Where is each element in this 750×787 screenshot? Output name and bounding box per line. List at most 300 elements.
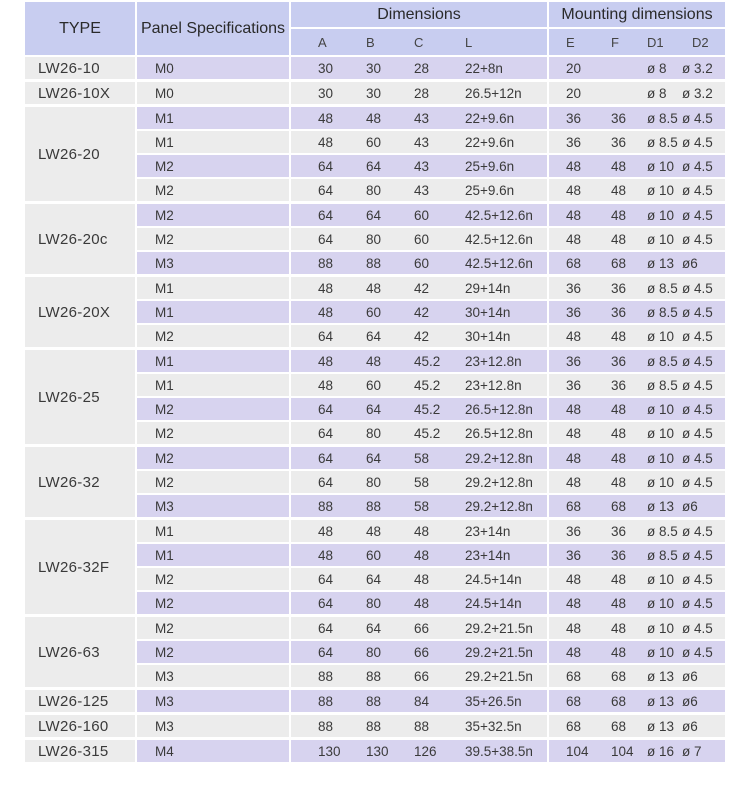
subheader-d2: D2 [692,35,709,50]
cell-c: 43 [414,159,430,174]
cell-a: 64 [318,475,334,490]
table-row [137,398,725,420]
cell-d1: ø 13 [647,499,675,514]
cell-e: 68 [566,256,582,271]
cell-c: 43 [414,135,430,150]
cell-e: 36 [566,305,582,320]
cell-d1: ø 13 [647,669,675,684]
cell-a: 48 [318,548,334,563]
row-segment [137,447,289,469]
row-segment [137,204,289,226]
table-row [137,592,725,614]
cell-e: 48 [566,426,582,441]
table-row [137,350,725,372]
row-segment [291,228,547,250]
cell-d2: ø 4.5 [682,645,713,660]
cell-e: 48 [566,208,582,223]
cell-a: 64 [318,329,334,344]
row-segment [549,617,725,639]
cell-l: 29.2+21.5n [465,645,533,660]
type-cell: LW26-10X [25,82,135,104]
row-segment [549,715,725,737]
cell-e: 36 [566,378,582,393]
cell-l: 22+9.6n [465,111,515,126]
cell-spec: M1 [155,354,174,369]
cell-b: 80 [366,426,382,441]
cell-d1: ø 10 [647,596,675,611]
cell-a: 88 [318,719,334,734]
cell-spec: M3 [155,499,174,514]
row-segment [291,690,547,712]
cell-e: 48 [566,596,582,611]
row-segment [549,57,725,79]
cell-d1: ø 8.5 [647,111,678,126]
row-segment [137,740,289,762]
cell-f: 68 [611,669,627,684]
row-segment [291,131,547,153]
cell-c: 45.2 [414,426,441,441]
cell-d2: ø 4.5 [682,354,713,369]
cell-d1: ø 8 [647,61,667,76]
type-cell: LW26-10 [25,57,135,79]
cell-d1: ø 16 [647,744,675,759]
cell-d1: ø 8.5 [647,548,678,563]
cell-f: 48 [611,159,627,174]
cell-a: 48 [318,281,334,296]
row-segment [291,398,547,420]
row-segment [291,617,547,639]
table-row [137,617,725,639]
cell-c: 48 [414,524,430,539]
cell-l: 39.5+38.5n [465,744,533,759]
cell-d2: ø6 [682,499,698,514]
cell-a: 48 [318,378,334,393]
row-segment [137,715,289,737]
cell-b: 64 [366,208,382,223]
cell-c: 66 [414,621,430,636]
cell-l: 25+9.6n [465,159,515,174]
cell-l: 29.2+12.8n [465,475,533,490]
cell-e: 68 [566,499,582,514]
cell-l: 35+32.5n [465,719,522,734]
row-segment [549,325,725,347]
cell-d2: ø 4.5 [682,451,713,466]
cell-e: 36 [566,281,582,296]
cell-e: 36 [566,548,582,563]
cell-d2: ø 3.2 [682,86,713,101]
cell-c: 48 [414,596,430,611]
cell-l: 23+12.8n [465,378,522,393]
cell-l: 23+14n [465,548,511,563]
table-row [137,520,725,542]
cell-d1: ø 13 [647,719,675,734]
cell-l: 23+12.8n [465,354,522,369]
subheader-dimensions [291,29,547,55]
cell-e: 36 [566,354,582,369]
cell-f: 48 [611,426,627,441]
cell-d2: ø 4.5 [682,183,713,198]
table-row [137,155,725,177]
header-mounting-dimensions: Mounting dimensions [549,2,725,27]
row-segment [291,277,547,299]
cell-spec: M2 [155,451,174,466]
cell-f: 48 [611,402,627,417]
row-segment [549,422,725,444]
cell-b: 130 [366,744,389,759]
row-segment [549,398,725,420]
row-segment [291,495,547,517]
cell-f: 36 [611,111,627,126]
cell-b: 60 [366,305,382,320]
cell-b: 88 [366,256,382,271]
row-segment [137,665,289,687]
row-segment [137,155,289,177]
cell-a: 64 [318,232,334,247]
type-cell: LW26-125 [25,690,135,712]
cell-spec: M2 [155,596,174,611]
row-segment [549,107,725,129]
table-row [137,641,725,663]
row-segment [137,252,289,274]
cell-f: 48 [611,572,627,587]
row-segment [291,520,547,542]
subheader-e: E [566,35,575,50]
type-cell: LW26-32F [25,520,135,614]
row-segment [291,82,547,104]
row-segment [137,301,289,323]
cell-d1: ø 10 [647,426,675,441]
cell-c: 48 [414,548,430,563]
table-row [137,422,725,444]
table-row [137,715,725,737]
table-row [137,82,725,104]
cell-spec: M3 [155,694,174,709]
cell-f: 104 [611,744,634,759]
cell-c: 42 [414,329,430,344]
cell-d2: ø 4.5 [682,524,713,539]
cell-d1: ø 10 [647,402,675,417]
row-segment [137,617,289,639]
cell-b: 64 [366,159,382,174]
cell-c: 42 [414,305,430,320]
cell-c: 60 [414,256,430,271]
cell-e: 36 [566,135,582,150]
type-cell: LW26-20c [25,204,135,274]
row-segment [137,107,289,129]
cell-e: 68 [566,694,582,709]
cell-c: 28 [414,61,430,76]
cell-e: 48 [566,402,582,417]
cell-d2: ø 4.5 [682,135,713,150]
cell-spec: M3 [155,719,174,734]
row-segment [137,277,289,299]
cell-c: 60 [414,232,430,247]
cell-b: 64 [366,451,382,466]
row-segment [549,641,725,663]
cell-a: 64 [318,159,334,174]
row-segment [137,325,289,347]
row-segment [549,447,725,469]
cell-d1: ø 8.5 [647,305,678,320]
row-segment [291,325,547,347]
cell-e: 68 [566,669,582,684]
cell-spec: M1 [155,111,174,126]
cell-c: 45.2 [414,354,441,369]
cell-b: 30 [366,61,382,76]
table-row [137,325,725,347]
row-segment [549,544,725,566]
cell-d2: ø 4.5 [682,281,713,296]
cell-spec: M0 [155,61,174,76]
cell-l: 29.2+21.5n [465,621,533,636]
cell-a: 64 [318,426,334,441]
cell-c: 66 [414,669,430,684]
table-row [137,252,725,274]
table-row [137,228,725,250]
row-segment [291,592,547,614]
cell-spec: M1 [155,378,174,393]
cell-f: 68 [611,499,627,514]
table-row [137,471,725,493]
cell-f: 68 [611,719,627,734]
cell-spec: M2 [155,183,174,198]
row-segment [291,740,547,762]
cell-f: 48 [611,596,627,611]
cell-c: 66 [414,645,430,660]
row-segment [549,690,725,712]
cell-a: 64 [318,402,334,417]
row-segment [137,131,289,153]
cell-f: 36 [611,524,627,539]
cell-b: 88 [366,719,382,734]
cell-b: 48 [366,281,382,296]
header-type: TYPE [25,2,135,55]
cell-d2: ø 4.5 [682,596,713,611]
cell-spec: M1 [155,305,174,320]
row-segment [137,57,289,79]
cell-b: 88 [366,499,382,514]
row-segment [549,228,725,250]
cell-c: 43 [414,111,430,126]
cell-b: 88 [366,694,382,709]
type-cell: LW26-20X [25,277,135,347]
cell-d1: ø 13 [647,694,675,709]
cell-b: 80 [366,232,382,247]
cell-e: 68 [566,719,582,734]
cell-d2: ø 4.5 [682,378,713,393]
cell-spec: M3 [155,256,174,271]
row-segment [549,277,725,299]
cell-f: 36 [611,281,627,296]
cell-e: 48 [566,475,582,490]
cell-e: 48 [566,645,582,660]
table-row [137,374,725,396]
table-row [137,665,725,687]
cell-a: 130 [318,744,341,759]
cell-b: 80 [366,596,382,611]
cell-e: 104 [566,744,589,759]
table-row [137,568,725,590]
cell-l: 42.5+12.6n [465,208,533,223]
cell-c: 45.2 [414,402,441,417]
row-segment [137,398,289,420]
cell-l: 24.5+14n [465,596,522,611]
row-segment [291,641,547,663]
cell-a: 88 [318,499,334,514]
subheader-mounting [549,29,725,55]
cell-d2: ø 4.5 [682,305,713,320]
cell-d2: ø 4.5 [682,111,713,126]
row-segment [549,592,725,614]
cell-c: 48 [414,572,430,587]
cell-b: 64 [366,402,382,417]
cell-l: 25+9.6n [465,183,515,198]
cell-e: 48 [566,183,582,198]
row-segment [137,228,289,250]
cell-d2: ø 4.5 [682,426,713,441]
cell-l: 29.2+21.5n [465,669,533,684]
table-row [137,495,725,517]
cell-d1: ø 10 [647,645,675,660]
row-segment [137,374,289,396]
cell-c: 42 [414,281,430,296]
cell-f: 36 [611,135,627,150]
row-segment [291,179,547,201]
cell-spec: M1 [155,524,174,539]
cell-d2: ø 4.5 [682,208,713,223]
cell-spec: M2 [155,645,174,660]
row-segment [137,495,289,517]
cell-spec: M2 [155,232,174,247]
cell-f: 48 [611,329,627,344]
cell-a: 88 [318,694,334,709]
cell-d2: ø 7 [682,744,702,759]
cell-c: 28 [414,86,430,101]
cell-l: 22+8n [465,61,503,76]
cell-a: 30 [318,61,334,76]
cell-f: 68 [611,256,627,271]
row-segment [549,252,725,274]
cell-b: 30 [366,86,382,101]
row-segment [291,204,547,226]
cell-d2: ø6 [682,719,698,734]
cell-d2: ø6 [682,256,698,271]
row-segment [137,350,289,372]
cell-d1: ø 8.5 [647,524,678,539]
table-row [137,57,725,79]
cell-e: 48 [566,329,582,344]
cell-d2: ø6 [682,694,698,709]
cell-spec: M2 [155,572,174,587]
cell-d1: ø 10 [647,329,675,344]
cell-d2: ø 4.5 [682,572,713,587]
cell-d1: ø 13 [647,256,675,271]
subheader-c: C [414,35,424,50]
cell-spec: M1 [155,548,174,563]
cell-l: 24.5+14n [465,572,522,587]
row-segment [137,544,289,566]
cell-spec: M2 [155,208,174,223]
cell-d2: ø6 [682,669,698,684]
cell-b: 60 [366,548,382,563]
subheader-a: A [318,35,327,50]
table-row [137,277,725,299]
row-segment [137,82,289,104]
cell-f: 48 [611,451,627,466]
row-segment [291,447,547,469]
cell-f: 36 [611,548,627,563]
cell-d1: ø 10 [647,451,675,466]
table-row [137,544,725,566]
cell-c: 43 [414,183,430,198]
cell-c: 58 [414,499,430,514]
cell-l: 26.5+12.8n [465,402,533,417]
row-segment [549,520,725,542]
cell-spec: M2 [155,329,174,344]
cell-c: 58 [414,451,430,466]
cell-spec: M2 [155,475,174,490]
cell-a: 64 [318,208,334,223]
row-segment [137,422,289,444]
cell-d2: ø 4.5 [682,548,713,563]
type-cell: LW26-32 [25,447,135,517]
cell-a: 48 [318,111,334,126]
table-row [137,107,725,129]
cell-spec: M0 [155,86,174,101]
row-segment [137,641,289,663]
subheader-d1: D1 [647,35,664,50]
row-segment [291,715,547,737]
cell-b: 60 [366,135,382,150]
cell-d1: ø 8.5 [647,378,678,393]
cell-d1: ø 10 [647,572,675,587]
cell-b: 48 [366,524,382,539]
cell-spec: M2 [155,402,174,417]
cell-l: 29.2+12.8n [465,499,533,514]
cell-a: 48 [318,135,334,150]
cell-c: 60 [414,208,430,223]
cell-b: 64 [366,621,382,636]
cell-e: 36 [566,524,582,539]
cell-c: 88 [414,719,430,734]
row-segment [549,301,725,323]
cell-spec: M3 [155,669,174,684]
cell-l: 29+14n [465,281,511,296]
row-segment [291,665,547,687]
cell-a: 88 [318,256,334,271]
cell-f: 68 [611,694,627,709]
cell-b: 64 [366,572,382,587]
cell-d1: ø 10 [647,232,675,247]
row-segment [549,155,725,177]
cell-c: 126 [414,744,437,759]
cell-e: 48 [566,232,582,247]
cell-d2: ø 3.2 [682,61,713,76]
cell-l: 23+14n [465,524,511,539]
cell-d1: ø 10 [647,475,675,490]
cell-d2: ø 4.5 [682,159,713,174]
type-cell: LW26-63 [25,617,135,687]
cell-l: 29.2+12.8n [465,451,533,466]
cell-f: 36 [611,378,627,393]
row-segment [291,107,547,129]
cell-l: 35+26.5n [465,694,522,709]
row-segment [137,690,289,712]
cell-b: 48 [366,354,382,369]
cell-l: 42.5+12.6n [465,232,533,247]
row-segment [291,57,547,79]
specs-table [25,2,725,767]
